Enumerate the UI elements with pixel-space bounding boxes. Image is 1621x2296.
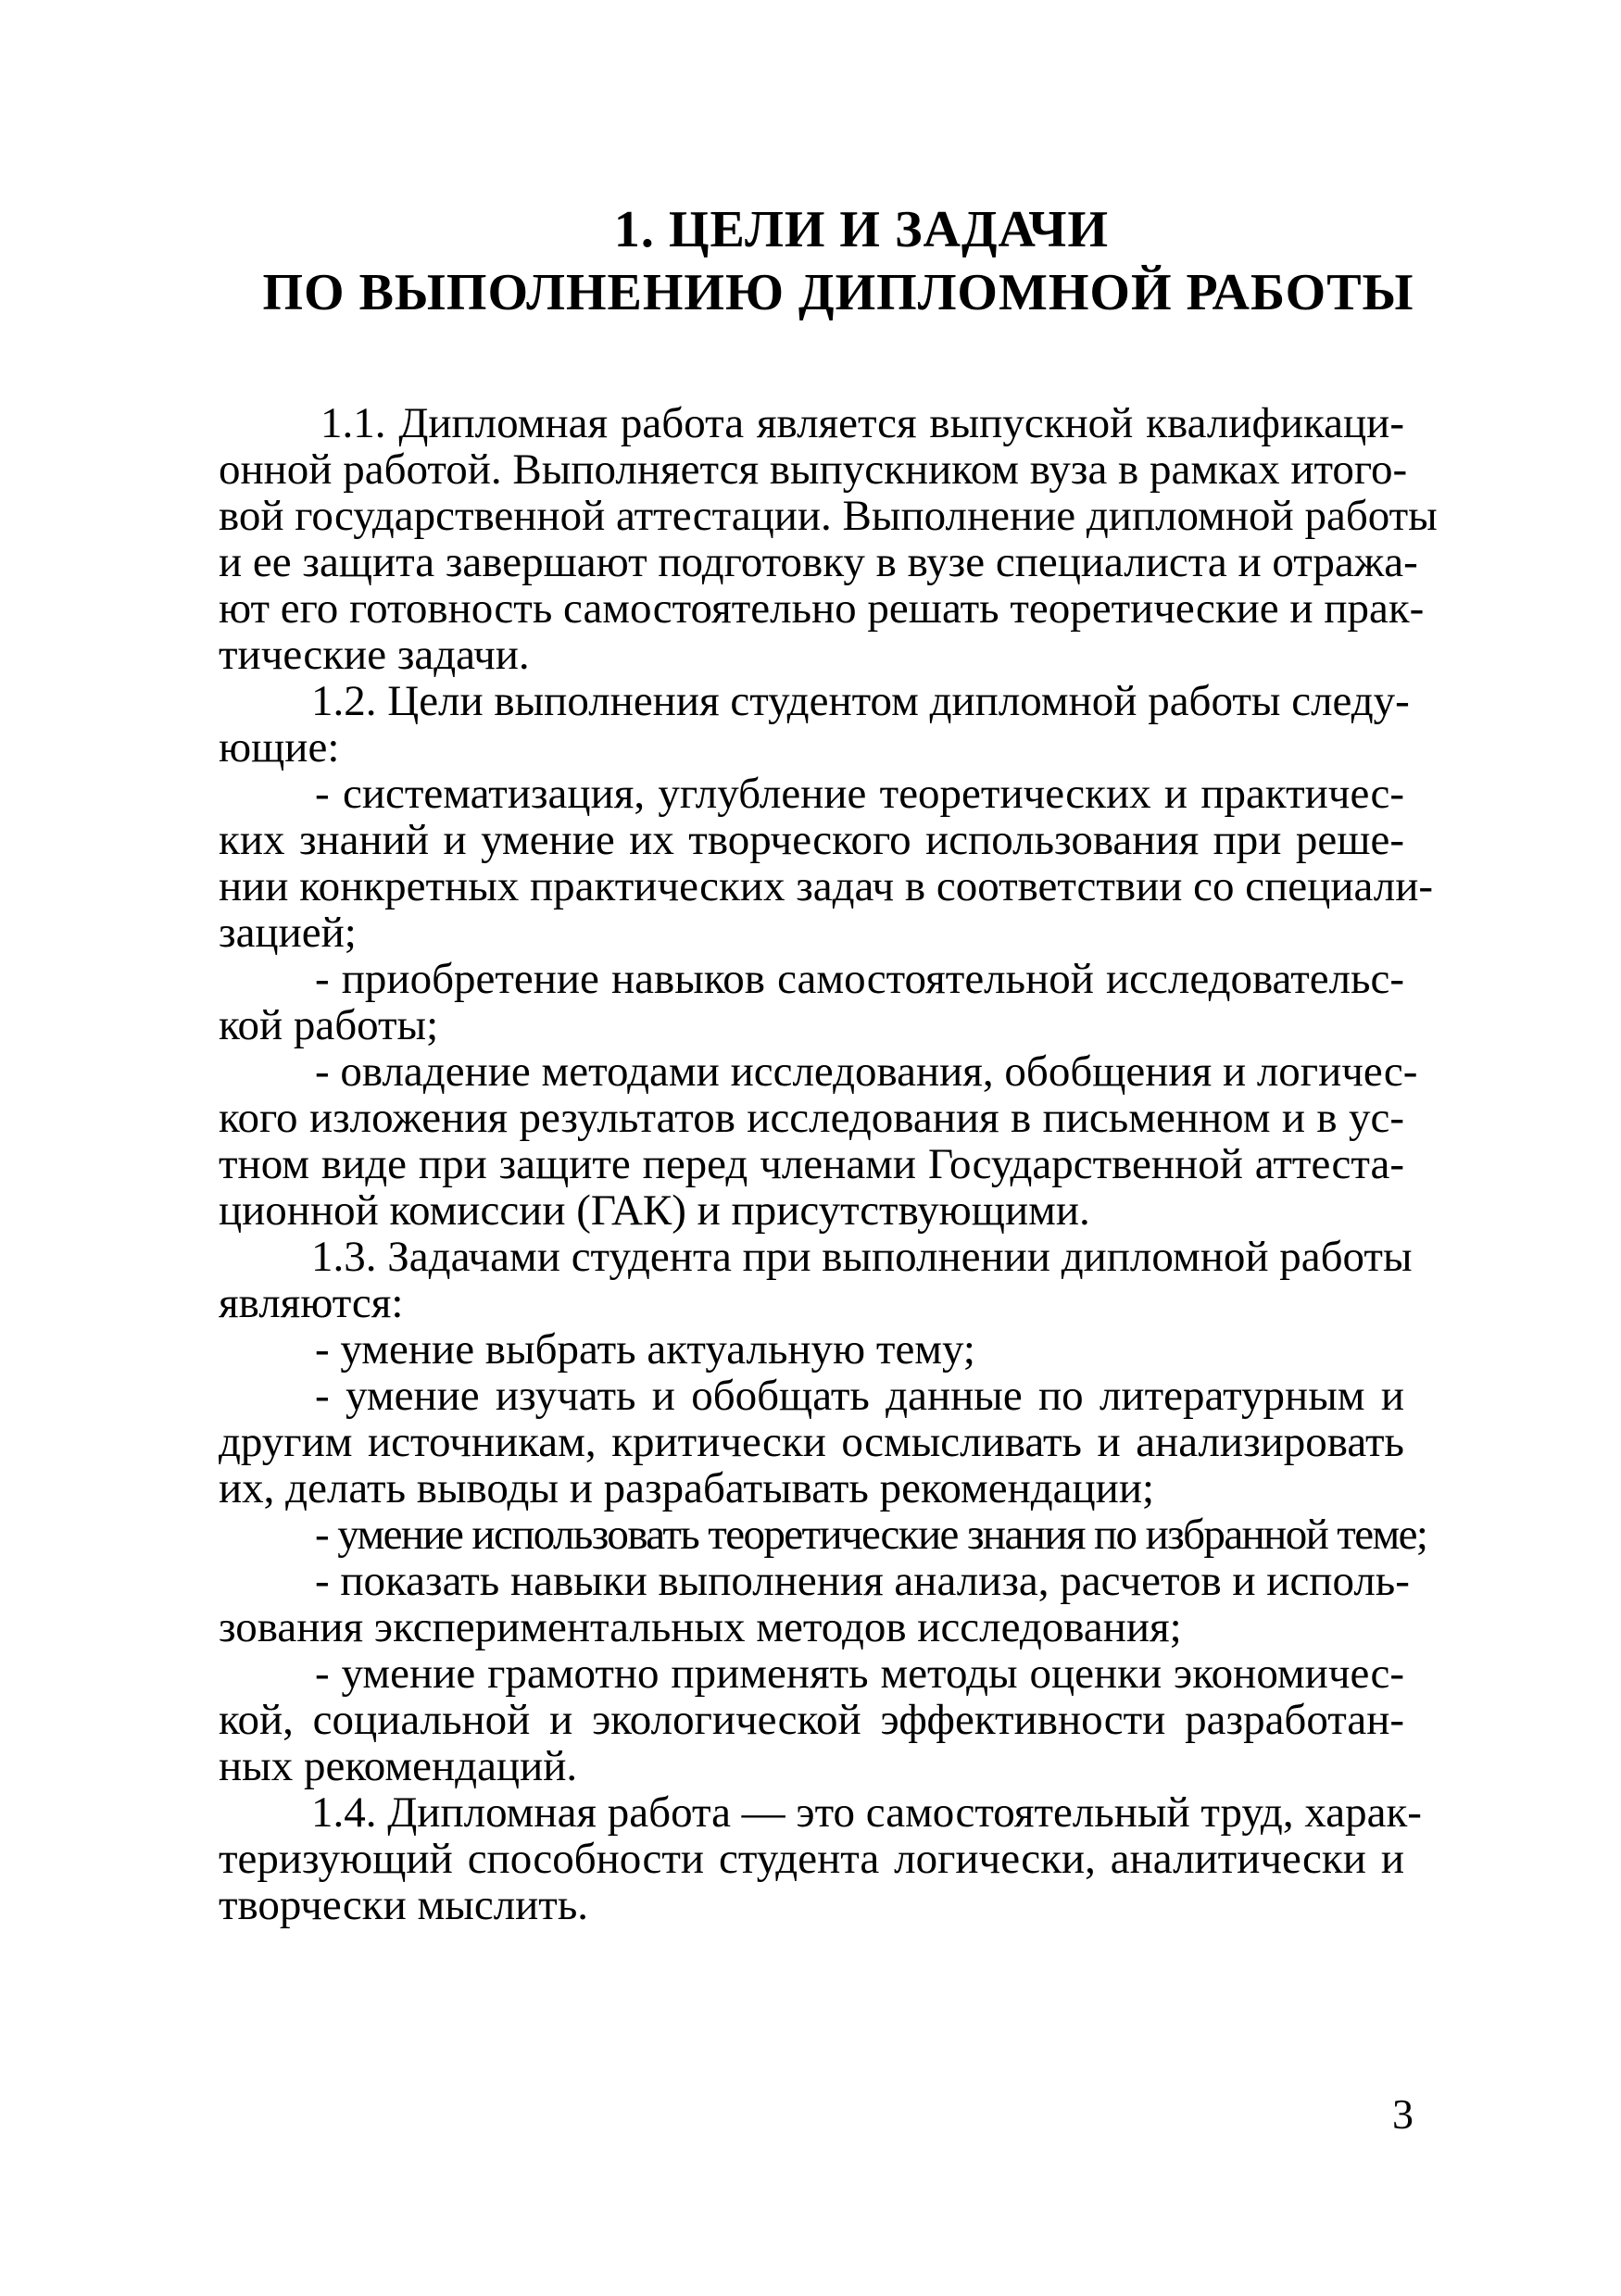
text-line: нии конкретных практических задач в соответствии со специали- — [219, 862, 1433, 910]
text-line: зацией; — [219, 909, 357, 957]
text-line: их, делать выводы и разрабатывать рекомендации; — [219, 1464, 1155, 1512]
text-line: ющие: — [219, 723, 340, 772]
text-line: - приобретение навыков самостоятельной исследовательс- — [315, 955, 1404, 1003]
text-line: - умение грамотно применять методы оценки экономичес- — [315, 1650, 1404, 1698]
text-line: вой государственной аттестации. Выполнение дипломной работы — [219, 492, 1438, 540]
text-line: - умение выбрать актуальную тему; — [315, 1325, 975, 1374]
text-line: ционной комиссии (ГАК) и присутствующими. — [219, 1186, 1090, 1235]
text-line: ют его готовность самостоятельно решать теоретические и прак- — [219, 584, 1425, 633]
text-line: - умение изучать и обобщать данные по литературным и — [315, 1372, 1404, 1420]
text-line: тические задачи. — [219, 631, 530, 679]
text-line: кой работы; — [219, 1001, 439, 1049]
text-line: - систематизация, углубление теоретических и практичес- — [315, 770, 1404, 818]
text-line: творчески мыслить. — [219, 1881, 589, 1929]
text-line: другим источникам, критически осмысливать и анализировать — [219, 1418, 1404, 1466]
page-number: 3 — [1392, 2090, 1414, 2138]
text-line: 1.1. Дипломная работа является выпускной квалификаци- — [320, 399, 1404, 447]
section-heading — [0, 198, 1621, 324]
section-body — [219, 399, 1438, 1929]
text-line: зования экспериментальных методов исследования; — [219, 1603, 1182, 1651]
heading-line-2: ПО ВЫПОЛНЕНИЮ ДИПЛОМНОЙ РАБОТЫ — [262, 264, 1414, 321]
text-line: ных рекомендаций. — [219, 1742, 578, 1790]
text-line: тном виде при защите перед членами Государственной аттеста- — [219, 1140, 1404, 1188]
text-line: 1.4. Дипломная работа — это самостоятельный труд, харак- — [311, 1788, 1422, 1837]
text-line: онной работой. Выполняется выпускником вуза в рамках итого- — [219, 445, 1408, 494]
text-line: - показать навыки выполнения анализа, расчетов и исполь- — [315, 1557, 1410, 1605]
text-line: являются: — [219, 1279, 404, 1327]
text-line: и ее защита завершают подготовку в вузе специалиста и отража- — [219, 538, 1418, 586]
text-line: кого изложения результатов исследования в письменном и в ус- — [219, 1094, 1404, 1142]
text-line: теризующий способности студента логически, аналитически и — [219, 1835, 1404, 1883]
text-line: 1.3. Задачами студента при выполнении дипломной работы — [311, 1233, 1413, 1281]
text-line: 1.2. Цели выполнения студентом дипломной работы следу- — [311, 677, 1410, 725]
text-line: ких знаний и умение их творческого использования при реше- — [219, 816, 1404, 864]
heading-line-1: 1. ЦЕЛИ И ЗАДАЧИ — [613, 201, 1110, 258]
text-line: - умение использовать теоретические знания по избранной теме; — [315, 1511, 1427, 1559]
text-line: кой, социальной и экологической эффективности разработан- — [219, 1696, 1404, 1744]
text-line: - овладение методами исследования, обобщения и логичес- — [315, 1048, 1418, 1096]
